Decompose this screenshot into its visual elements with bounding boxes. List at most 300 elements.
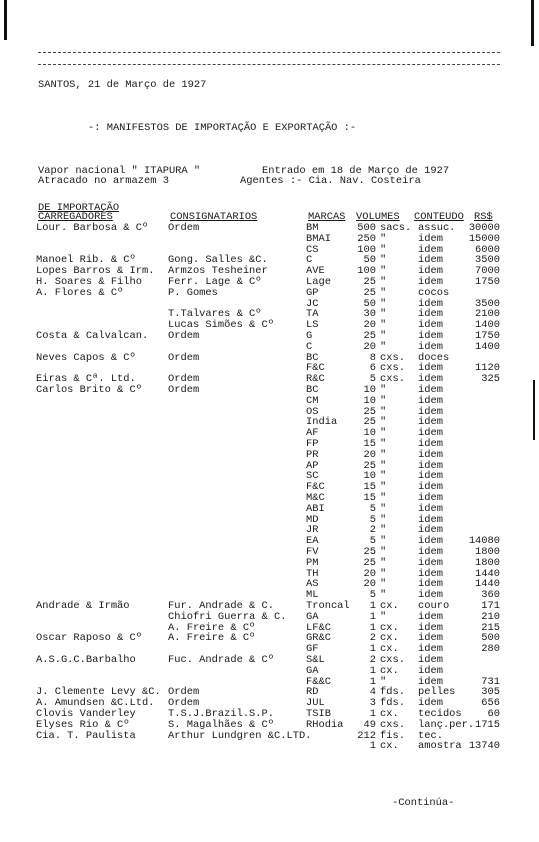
cell-value: 14080 [468,535,500,548]
table-row [0,223,539,234]
cell-consignee: Ordem [168,384,200,396]
cell-vol: 10 [363,384,376,396]
cell-mark: C [306,254,313,267]
cell-content: assuc. [418,222,456,234]
date-line: SANTOS, 21 de Março de 1927 [38,79,207,91]
cell-content: idem [418,384,443,396]
cell-unit: " [380,340,387,353]
cell-value: 360 [481,589,500,602]
cell-vol: 50 [363,254,376,267]
cell-unit: " [380,286,387,299]
cell-mark: JUL [306,697,325,710]
cell-content: couro [418,600,450,612]
cell-vol: 20 [363,340,376,353]
contents-heading: CONTEUDO [414,211,464,223]
table-row [0,288,539,299]
cell-vol: 10 [363,470,376,483]
cell-mark: GA [306,664,319,677]
cell-unit: " [380,492,387,504]
cell-content: tecidos [418,708,462,720]
cell-vol: 2 [369,654,376,666]
cell-unit: " [380,524,387,537]
cell-mark: C [306,340,313,353]
cell-unit: cx. [380,740,399,753]
cell-content: idem [418,254,443,267]
cell-content: tec. [418,729,443,742]
cell-consignee: P. Gomes [168,286,218,299]
cell-unit: " [380,448,387,461]
cell-value: 280 [481,643,500,656]
cell-shipper: Oscar Raposo & Cº [36,632,143,645]
cell-mark: BM [306,222,319,234]
cell-consignee: Ordem [168,697,200,710]
table-row [0,482,539,493]
cell-consignee: A. Freire & Cº [168,621,256,634]
agents-line: Agentes :- Cia. Nav. Costeira [240,175,421,187]
cell-mark: CS [306,243,319,256]
table-row [0,417,539,428]
cell-mark: GP [306,286,319,299]
cell-consignee: Fur. Andrade & C. [168,600,275,612]
cell-value: 1440 [475,578,500,591]
cell-vol: 1 [369,740,376,753]
consignee-heading: CONSIGNATARIOS [170,211,258,223]
table-row [0,385,539,396]
cell-mark: R&C [306,373,325,386]
cell-content: idem [418,427,443,440]
cell-value: 500 [481,632,500,645]
cell-vol: 5 [369,513,376,526]
cell-vol: 25 [363,405,376,418]
cell-vol: 30 [363,308,376,321]
table-row [0,299,539,310]
table-row [0,666,539,677]
cell-vol: 10 [363,427,376,440]
cell-value: 1400 [475,319,500,332]
cell-vol: 25 [363,416,376,429]
binding-mark-right [531,0,534,46]
cell-vol: 1 [369,600,376,612]
table-row [0,741,539,752]
table-row [0,493,539,504]
cell-content: idem [418,664,443,677]
cell-vol: 1 [369,610,376,623]
cell-unit: " [380,394,387,407]
cell-content: idem [418,308,443,321]
cell-shipper: Eiras & Cª. Ltd. [36,373,136,386]
table-row [0,547,539,558]
cell-vol: 50 [363,297,376,310]
cell-mark: RHodia [306,718,344,731]
cell-unit: " [380,459,387,472]
cell-content: pelles [418,686,456,699]
cell-vol: 25 [363,546,376,558]
cell-value: 1800 [475,556,500,569]
cell-mark: MD [306,513,319,526]
cell-content: idem [418,297,443,310]
cell-content: idem [418,556,443,569]
cell-vol: 5 [369,502,376,515]
cell-consignee: Ordem [168,222,200,234]
cell-consignee: Ordem [168,351,200,364]
cell-mark: GA [306,610,319,623]
cell-unit: " [380,254,387,267]
cell-mark: India [306,416,338,429]
cell-content: idem [418,330,443,342]
cell-unit: cx. [380,708,399,720]
cell-shipper: J. Clemente Levy &C. [36,686,161,699]
table-row [0,569,539,580]
cell-content: idem [418,416,443,429]
cell-shipper: Cia. T. Paulista [36,729,136,742]
cell-content: idem [418,492,443,504]
table-row [0,450,539,461]
cell-consignee: A. Freire & Cº [168,632,256,645]
cell-shipper: H. Soares & Filho [36,276,143,288]
cell-content: idem [418,643,443,656]
marks-heading: MARCAS [308,211,346,223]
cell-content: idem [418,470,443,483]
cell-vol: 20 [363,578,376,591]
cell-vol: 25 [363,556,376,569]
cell-mark: AF [306,427,319,440]
cell-vol: 5 [369,535,376,548]
cell-unit: " [380,502,387,515]
cell-consignee: Ordem [168,686,200,699]
shipper-heading-2: CARREGADORES [38,211,113,223]
cell-mark: F&C [306,362,325,375]
cell-vol: 25 [363,330,376,342]
cell-content: amostra [418,740,462,753]
cell-value: 15000 [468,232,500,245]
cell-content: idem [418,567,443,580]
cell-mark: F&C [306,481,325,494]
vessel-line: Vapor nacional " ITAPURA " [38,165,201,177]
cell-content: idem [418,675,443,688]
table-row [0,428,539,439]
cell-unit: " [380,243,387,256]
cell-unit: " [380,308,387,321]
entry-line: Entrado em 18 de Março de 1927 [262,165,450,177]
cell-mark: AVE [306,265,325,278]
cell-content: lanç.per. [418,718,475,731]
cell-mark: PM [306,556,319,569]
cell-mark: OS [306,405,319,418]
cell-unit: " [380,610,387,623]
cell-vol: 49 [363,718,376,731]
cell-vol: 25 [363,459,376,472]
cell-content: idem [418,276,443,288]
cell-content: idem [418,232,443,245]
shipper-heading-1: DE IMPORTAÇÃO [38,202,120,214]
cell-consignee: T.Talvares & Cº [168,308,262,321]
cell-unit: " [380,675,387,688]
cell-mark: AP [306,459,319,472]
cell-unit: cx. [380,643,399,656]
table-row [0,633,539,644]
cell-unit: " [380,470,387,483]
cell-vol: 212 [357,729,376,742]
cell-consignee: S. Magalhães & Cº [168,718,275,731]
table-row [0,579,539,590]
cell-value: 215 [481,621,500,634]
cell-mark: AS [306,578,319,591]
cell-content: idem [418,535,443,548]
cell-vol: 15 [363,438,376,450]
cell-vol: 2 [369,632,376,645]
cell-mark: S&L [306,654,325,666]
cell-value: 3500 [475,254,500,267]
cell-content: idem [418,362,443,375]
cell-shipper: Manoel Rib. & Cº [36,254,136,267]
cell-vol: 5 [369,373,376,386]
cell-mark: GR&C [306,632,331,645]
cell-value: 1800 [475,546,500,558]
cell-shipper: Costa & Calvalcan. [36,330,149,342]
cell-mark: EA [306,535,319,548]
cell-content: idem [418,394,443,407]
cell-value: 1400 [475,340,500,353]
table-row [0,525,539,536]
cell-value: 3500 [475,297,500,310]
cell-unit: " [380,232,387,245]
cell-content: cocos [418,286,450,299]
cell-value: 1440 [475,567,500,580]
cell-content: idem [418,513,443,526]
cell-content: idem [418,524,443,537]
cell-shipper: Clovis Vanderley [36,708,136,720]
cell-unit: " [380,546,387,558]
cell-shipper: A. Flores & Cº [36,286,124,299]
cell-unit: cx. [380,600,399,612]
cell-vol: 1 [369,708,376,720]
cell-vol: 3 [369,697,376,710]
cell-mark: SC [306,470,319,483]
cell-content: idem [418,654,443,666]
cell-value: 171 [481,600,500,612]
cell-content: idem [418,697,443,710]
cell-content: idem [418,405,443,418]
cell-vol: 10 [363,394,376,407]
top-rule-1 [38,52,500,53]
table-row [0,515,539,526]
cell-shipper: Lour. Barbosa & Cº [36,222,149,234]
cell-value: 1750 [475,330,500,342]
cell-unit: " [380,384,387,396]
cell-consignee: Ordem [168,373,200,386]
cell-consignee: Ordem [168,330,200,342]
cell-unit: " [380,513,387,526]
cell-mark: TH [306,567,319,580]
cell-vol: 20 [363,448,376,461]
cell-vol: 20 [363,567,376,580]
cell-unit: cxs. [380,654,405,666]
cell-vol: 20 [363,319,376,332]
cell-consignee: T.S.J.Brazil.S.P. [168,708,275,720]
cell-vol: 15 [363,481,376,494]
cell-mark: RD [306,686,319,699]
cell-unit: " [380,276,387,288]
cell-unit: cxs. [380,373,405,386]
cell-content: idem [418,481,443,494]
cell-vol: 5 [369,589,376,602]
table-row [0,655,539,666]
cell-mark: FV [306,546,319,558]
cell-vol: 25 [363,276,376,288]
cell-value: 656 [481,697,500,710]
table-row [0,407,539,418]
cell-mark: LF&C [306,621,331,634]
cell-content: doces [418,351,450,364]
cell-mark: FP [306,438,319,450]
cell-value: 305 [481,686,500,699]
cell-shipper: A.S.G.C.Barbalho [36,654,136,666]
cell-content: idem [418,589,443,602]
cell-mark: Troncal [306,600,350,612]
cell-unit: " [380,265,387,278]
cell-content: idem [418,459,443,472]
cell-content: idem [418,621,443,634]
cell-value: 325 [481,373,500,386]
cell-consignee: Gong. Salles &C. [168,254,268,267]
cell-unit: cx. [380,621,399,634]
cell-content: idem [418,373,443,386]
cell-content: idem [418,546,443,558]
cell-value: 1120 [475,362,500,375]
table-row [0,504,539,515]
cell-unit: " [380,319,387,332]
cell-value: 210 [481,610,500,623]
table-row [0,331,539,342]
binding-mark-top [4,0,7,40]
cell-unit: cx. [380,632,399,645]
cell-mark: BC [306,384,319,396]
cell-mark: LS [306,319,319,332]
table-row [0,353,539,364]
cell-mark: GF [306,643,319,656]
cell-content: idem [418,610,443,623]
cell-unit: " [380,535,387,548]
cell-shipper: Lopes Barros & Irm. [36,265,155,278]
cell-unit: " [380,578,387,591]
cell-unit: " [380,589,387,602]
warehouse-line: Atracado no armazem 3 [38,175,169,187]
cell-value: 7000 [475,265,500,278]
cell-vol: 8 [369,351,376,364]
cell-unit: " [380,481,387,494]
cell-content: idem [418,319,443,332]
cell-unit: cxs. [380,351,405,364]
cell-consignee: Arthur Lundgren &C.LTD. [168,729,312,742]
cell-shipper: Elyses Rio & Cº [36,718,130,731]
cell-mark: ABI [306,502,325,515]
cell-mark: PR [306,448,319,461]
cell-value: 1750 [475,276,500,288]
table-row [0,612,539,623]
cell-content: idem [418,578,443,591]
cell-vol: 100 [357,243,376,256]
continua-label: -Continúa- [392,797,455,809]
cell-content: idem [418,502,443,515]
cell-value: 30000 [468,222,500,234]
cell-mark: JC [306,297,319,310]
cell-unit: " [380,330,387,342]
table-row [0,558,539,569]
cell-vol: 2 [369,524,376,537]
cell-vol: 250 [357,232,376,245]
cell-unit: " [380,567,387,580]
cell-mark: G [306,330,313,342]
cell-value: 2100 [475,308,500,321]
cell-unit: " [380,416,387,429]
cell-content: idem [418,438,443,450]
table-row [0,471,539,482]
cell-content: idem [418,265,443,278]
value-heading: RS$ [474,211,493,223]
cell-shipper: Carlos Brito & Cº [36,384,143,396]
cell-consignee: Lucas Simões & Cº [168,319,275,332]
cell-mark: F&&C [306,675,331,688]
cell-unit: cx. [380,664,399,677]
cell-mark: Lage [306,276,331,288]
cell-vol: 15 [363,492,376,504]
cell-vol: 1 [369,643,376,656]
cell-unit: sacs. [380,222,412,234]
cell-mark: CM [306,394,319,407]
cell-content: idem [418,448,443,461]
cell-vol: 25 [363,286,376,299]
cell-mark: TSIB [306,708,331,720]
cell-unit: " [380,556,387,569]
cell-value: 731 [481,675,500,688]
cell-vol: 4 [369,686,376,699]
cell-vol: 1 [369,664,376,677]
cell-vol: 100 [357,265,376,278]
cell-mark: M&C [306,492,325,504]
top-rule-2 [38,64,500,65]
table-row [0,536,539,547]
table-row [0,461,539,472]
cell-consignee: Fuc. Andrade & Cº [168,654,275,666]
cell-value: 13740 [468,740,500,753]
cell-unit: cxs. [380,718,405,731]
cell-mark: BMAI [306,232,331,245]
volumes-heading: VOLUMES [356,211,400,223]
cell-shipper: Andrade & Irmão [36,600,130,612]
cell-shipper: A. Amundsen &C.Ltd. [36,697,155,710]
cell-mark: TA [306,308,319,321]
cell-value: 60 [487,708,500,720]
cell-mark: JR [306,524,319,537]
cell-shipper: Neves Capos & Cº [36,351,136,364]
table-row [0,439,539,450]
cell-consignee: Chiofri Guerra & C. [168,610,287,623]
table-row [0,396,539,407]
cell-unit: " [380,297,387,310]
table-row [0,234,539,245]
cell-mark: ML [306,589,319,602]
cell-unit: cxs. [380,362,405,375]
cell-vol: 1 [369,621,376,634]
cell-consignee: Ferr. Lage & Cº [168,276,262,288]
document-title: -: MANIFESTOS DE IMPORTAÇÃO E EXPORTAÇÃO :- [88,122,357,134]
cell-vol: 500 [357,222,376,234]
cell-vol: 6 [369,362,376,375]
cell-unit: fis. [380,729,405,742]
cell-mark: BC [306,351,319,364]
cell-value: 6000 [475,243,500,256]
cell-unit: fds. [380,686,405,699]
